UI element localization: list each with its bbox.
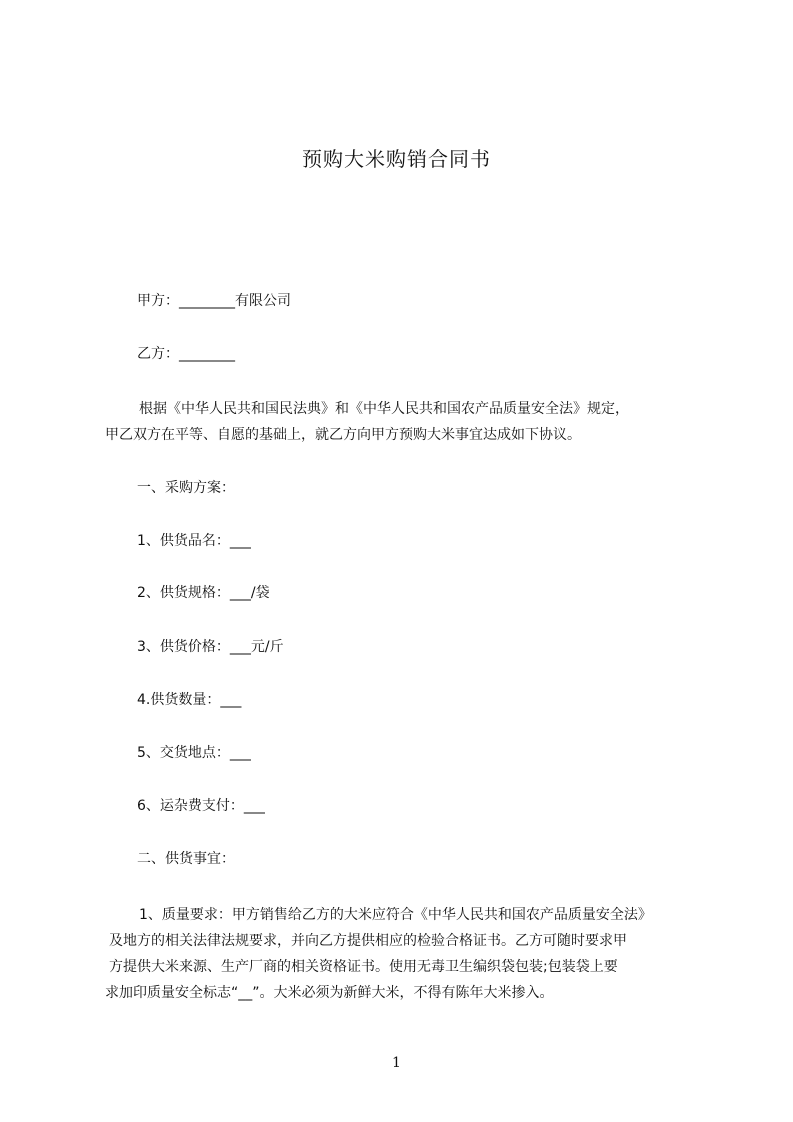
section-1-item: 5、交货地点：___ [137,745,251,761]
intro-line: 甲乙双方在平等、自愿的基础上，就乙方向甲方预购大米事宜达成如下协议。 [105,427,581,443]
section-2-heading: 二、供货事宜： [137,851,235,867]
party-a-line: 甲方：________有限公司 [137,293,291,309]
clause-line: 及地方的相关法律法规要求，并向乙方提供相应的检验合格证书。乙方可随时要求甲 [109,933,627,949]
section-1-item: 1、供货品名：___ [137,533,251,549]
quality-clause-paragraph [105,902,652,1006]
page-number: 1 [392,1055,401,1071]
clause-line: 方提供大米来源、生产厂商的相关资格证书。使用无毒卫生编织袋包装;包装袋上要 [109,959,618,975]
document-title: 预购大米购销合同书 [302,147,491,171]
section-1-item: 4.供货数量：___ [137,692,242,708]
party-b-line: 乙方：________ [137,346,235,362]
section-1-item: 3、供货价格：___元/斤 [137,639,284,655]
section-1-item: 2、供货规格：___/袋 [137,585,270,601]
intro-paragraph [105,396,629,448]
intro-line: 根据《中华人民共和国民法典》和《中华人民共和国农产品质量安全法》规定， [139,401,629,417]
clause-line: 求加印质量安全标志“__”。大米必须为新鲜大米，不得有陈年大米掺入。 [105,985,554,1001]
section-1-item: 6、运杂费支付：___ [137,798,265,814]
clause-line: 1、质量要求：甲方销售给乙方的大米应符合《中华人民共和国农产品质量安全法》 [139,907,652,923]
section-1-heading: 一、采购方案： [137,480,235,496]
